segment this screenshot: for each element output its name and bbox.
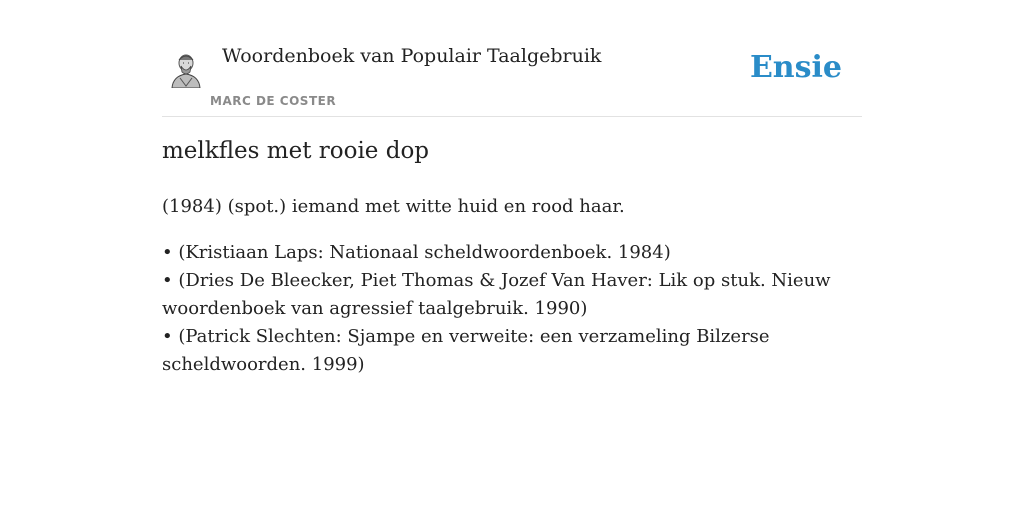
- source-item: • (Patrick Slechten: Sjampe en verweite: een verzameling Bilzerse scheldwoorden. 1999): [162, 326, 770, 375]
- author-portrait-icon[interactable]: [170, 52, 202, 88]
- source-item: • (Dries De Bleecker, Piet Thomas & Jozef Van Haver: Lik op stuk. Nieuw woordenboek van agressief taalgebruik. 1990): [162, 270, 831, 319]
- author-link[interactable]: MARC DE COSTER: [210, 94, 337, 108]
- source-item: • (Kristiaan Laps: Nationaal scheldwoordenboek. 1984): [162, 242, 671, 263]
- page: [162, 0, 862, 512]
- source-list: [162, 239, 862, 379]
- dictionary-header: [162, 0, 862, 117]
- entry-definition: (1984) (spot.) iemand met witte huid en rood haar.: [162, 196, 625, 217]
- ensie-logo[interactable]: Ensie: [749, 50, 842, 85]
- entry-title: melkfles met rooie dop: [162, 138, 430, 164]
- dictionary-title-link[interactable]: Woordenboek van Populair Taalgebruik: [222, 45, 602, 67]
